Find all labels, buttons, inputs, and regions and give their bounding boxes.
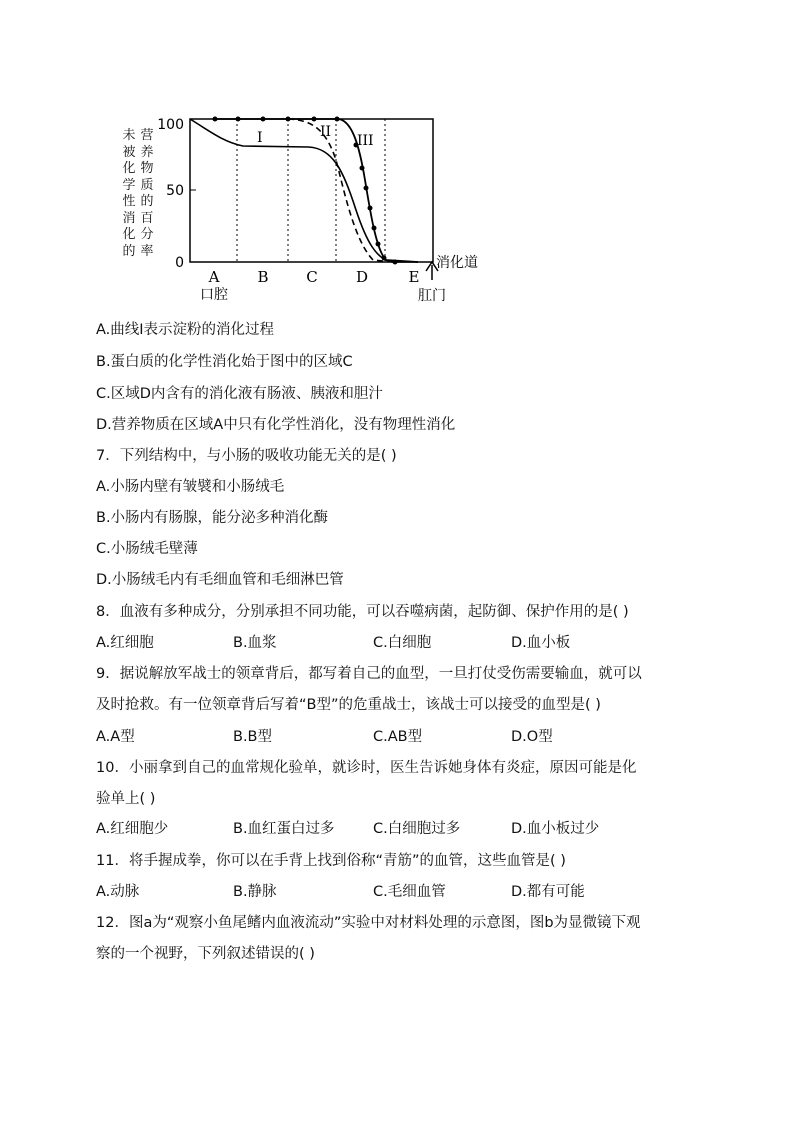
y-axis-label-char: 消 (122, 210, 136, 226)
q10-option-c: C.白细胞过多 (373, 821, 461, 837)
q11-option-c: C.毛细血管 (373, 884, 446, 900)
y-axis-label-char: 营 (140, 128, 154, 143)
y-axis-label-char: 百 (140, 210, 154, 226)
q10-option-a: A.红细胞少 (96, 821, 169, 837)
y-axis-label-char: 未 (122, 128, 136, 143)
y-axis-label-char: 质 (140, 177, 154, 193)
curve-III-marker (368, 206, 373, 211)
curve-III-marker (360, 166, 365, 171)
q8-option-d: D.血小板 (511, 635, 571, 651)
y-axis-label-char: 分 (140, 227, 154, 242)
curve-III-marker (364, 186, 369, 191)
curve-label-III: III (357, 133, 374, 149)
curve-III (215, 119, 418, 262)
q6-option-c: C.区域D内含有的消化液有肠液、胰液和胆汁 (96, 386, 383, 402)
q11-option-d: D.都有可能 (511, 884, 585, 900)
curve-III-marker (312, 117, 317, 122)
q9-option-d: D.O型 (511, 729, 553, 745)
y-axis-label-char: 的 (122, 243, 136, 259)
q9-stem-line1: 9．据说解放军战士的领章背后，都写着自己的血型，一旦打仗受伤需要输血，就可以 (96, 666, 642, 682)
q9-option-c: C.AB型 (373, 729, 423, 745)
q7-option-a: A.小肠内壁有皱襞和小肠绒毛 (96, 479, 285, 495)
y-axis-label-char: 化 (122, 227, 136, 242)
q11-option-a: A.动脉 (96, 884, 140, 900)
curve-III-marker (372, 226, 377, 231)
y-tick-label: 100 (157, 117, 184, 133)
y-axis-label-char: 养 (140, 144, 154, 160)
q7-option-d: D.小肠绒毛内有毛细血管和毛细淋巴管 (96, 572, 344, 588)
q7-option-c: C.小肠绒毛壁薄 (96, 541, 198, 557)
curve-III-marker (286, 117, 291, 122)
q10-stem-line1: 10．小丽拿到自己的血常规化验单，就诊时，医生告诉她身体有炎症，原因可能是化 (96, 760, 637, 776)
q8-option-c: C.白细胞 (373, 635, 432, 651)
q10-option-b: B.血红蛋白过多 (233, 821, 335, 837)
curve-III-marker (376, 242, 381, 247)
q12-stem-line2: 察的一个视野，下列叙述错误的( ) (96, 946, 315, 962)
region-label-E: E (408, 268, 420, 286)
curve-label-I: I (257, 130, 263, 146)
digestion-chart (118, 110, 498, 310)
q9-stem-line2: 及时抢救。有一位领章背后写着“B型”的危重战士，该战士可以接受的血型是( ) (96, 697, 601, 713)
y-axis-label-char: 率 (140, 243, 154, 259)
mouth-label: 口腔 (200, 287, 228, 303)
curve-I (190, 119, 418, 262)
y-axis-label-char: 物 (140, 161, 154, 176)
q11-option-b: B.静脉 (233, 884, 277, 900)
region-label-C: C (306, 268, 318, 286)
q11-stem: 11．将手握成拳，你可以在手背上找到俗称“青筋”的血管，这些血管是( ) (96, 853, 566, 869)
chart-svg (118, 110, 498, 310)
y-axis-label-char: 被 (122, 144, 136, 160)
curve-III-marker (393, 260, 398, 265)
q9-option-a: A.A型 (96, 729, 135, 745)
y-tick-label: 50 (166, 183, 184, 199)
x-axis-label: 消化道 (436, 255, 478, 271)
curve-III-marker (213, 117, 218, 122)
y-axis-label-char: 性 (122, 194, 136, 209)
y-axis-label-char: 化 (122, 161, 136, 176)
y-axis-label-char: 的 (140, 194, 154, 209)
region-label-A: A (208, 268, 220, 286)
y-tick-label: 0 (175, 255, 184, 271)
q7-option-b: B.小肠内有肠腺，能分泌多种消化酶 (96, 510, 329, 526)
q8-option-b: B.血浆 (233, 635, 277, 651)
curve-III-marker (335, 117, 340, 122)
y-axis-label-char: 学 (122, 177, 136, 193)
region-label-B: B (257, 268, 269, 286)
q6-option-a: A.曲线I表示淀粉的消化过程 (96, 322, 275, 338)
q8-option-a: A.红细胞 (96, 635, 154, 651)
q10-option-d: D.血小板过少 (511, 821, 600, 837)
q9-option-b: B.B型 (233, 729, 273, 745)
anus-label: 肛门 (418, 288, 446, 304)
curve-III-marker (236, 117, 241, 122)
q8-stem: 8．血液有多种成分，分别承担不同功能，可以吞噬病菌，起防御、保护作用的是( ) (96, 604, 629, 620)
q6-option-b: B.蛋白质的化学性消化始于图中的区域C (96, 354, 353, 370)
curve-label-II: II (320, 124, 332, 140)
q10-stem-line2: 验单上( ) (96, 791, 156, 807)
curve-III-marker (382, 256, 387, 261)
q7-stem: 7．下列结构中，与小肠的吸收功能无关的是( ) (96, 448, 397, 464)
q6-option-d: D.营养物质在区域A中只有化学性消化，没有物理性消化 (96, 417, 456, 433)
curve-III-marker (261, 117, 266, 122)
q12-stem-line1: 12．图a为“观察小鱼尾鳍内血液流动”实验中对材料处理的示意图，图b为显微镜下观 (96, 915, 641, 931)
region-label-D: D (355, 268, 369, 286)
